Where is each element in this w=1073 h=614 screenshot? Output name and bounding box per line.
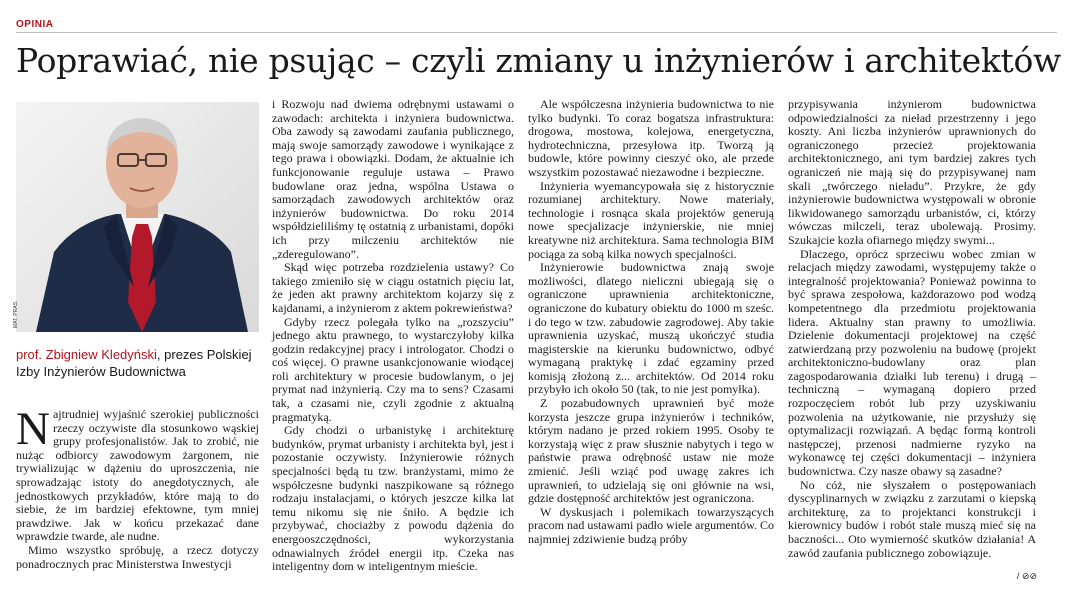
header-rule [16, 32, 1057, 33]
article-column-1 [16, 403, 259, 571]
paragraph: No cóż, nie słyszałem o postępowaniach dyscyplinarnych w związku z zarzutami o kiepską architekturę, za to projektanci konstrukcji i kierownicy budów i robót stale muszą mieć się na baczności... Oto wymierność skutków działania! A zawód zaufania publicznego zobowiązuje. [788, 477, 1036, 560]
article-column-2 [272, 98, 514, 574]
paragraph: Ale współczesna inżynieria budownictwa to nie tylko budynki. To coraz bogatsza infrastruktura: drogowa, mostowa, kolejowa, energetyczna, hydrotechniczna, przesyłowa itp. Tworzą ją budowle, które powinny cieszyć oko, ale przede wszystkim pozostawać niezawodne i bezpieczne. [528, 97, 774, 179]
headline: Poprawiać, nie psując – czyli zmiany u inżynierów i architektów [16, 41, 1061, 80]
paragraph: ajtrudniej wyjaśnić szerokiej publiczności rzeczy oczywiste dla stosunkowo wąskiej grupy profesjonalistów. Jak to zrobić, nie nużąc odbiorcy zawodowym żargonem, nie trywializując w dążeniu do uproszczenia, nie sprowadzając istoty do anegdotycznych, ale jednostkowych przykładów, które mają to do siebie, że im bardziej efektowne, tym mniej prawdziwe. Jak w końcu przekazać dane wprawdzie twarde, ale nudne. [16, 407, 259, 544]
paragraph: Z pozabudownych uprawnień być może korzysta jeszcze grupa inżynierów i techników, którym nadano je przed rokiem 1995. Osoby te korzystają więc z praw słusznie nabytych i tego w państwie prawa odrębność ustaw nie może zmienić. Jeśli wziąć pod uwagę zakres ich uprawnień, to udzielają się oni głównie na wsi, gdzie dostępność architektów jest ograniczona. [528, 396, 774, 506]
photo-credit: MAT. PRAS. [13, 300, 19, 328]
paragraph: i Rozwoju nad dwiema odrębnymi ustawami o zawodach: architekta i inżyniera budownictwa. Oba zawody są zawodami zaufania publicznego, mają swoje samorządy zawodowe i wynikające z tego prawa i obowiązki. Dodam, że aktualnie ich funkcjonowanie reguluje ustawa – Prawo budowlane oraz jedna, wspólna Ustawa o samorządach zawodowych architektów oraz inżynierów budownictwa. Do roku 2014 współdzieliliśmy tę ostatnią z urbanistami, dopóki ich przy milczeniu architektów nie „zderegulowano”. [272, 97, 514, 261]
paragraph: Gdy chodzi o urbanistykę i architekturę budynków, prymat urbanisty i architekta był, jest i pozostanie oczywisty. Inżynierowie różnych specjalności będą tu tzw. branżystami, mimo że współczesne budynki naszpikowane są różnego rodzaju instalacjami, o których jeszcze kilka lat temu nikomu się nie śniło. A będzie ich przybywać, chociażby z powodu dążenia do energooszczędności, wykorzystania odnawialnych źródeł energii itp. Czeka nas inteligentny dom w inteligentnym mieście. [272, 423, 514, 574]
article-column-3 [528, 98, 774, 547]
article-column-4 [788, 98, 1036, 560]
paragraph: Inżynieria wyemancypowała się z historycznie rozumianej architektury. Nowe materiały, technologie i rosnąca skala projektów generują nowe specjalizacje inżynierskie, nie mniej kreatywne niż architektura. Sama technologia BIM pociąga za sobą kilka nowych specjalności. [528, 178, 774, 261]
section-label: OPINIA [16, 19, 54, 30]
paragraph: Inżynierowie budownictwa znają swoje możliwości, dlatego nieliczni ubiegają się o ograniczone uprawnienia architektoniczne, ograniczone do kubatury obiektu do 1000 m sześc. i do tego w tzw. zabudowie zagrodowej. Aby takie uprawnienia uzyskać, muszą ukończyć studia magisterskie na kierunku budownictwo, odbyć wymaganą praktykę i zdać egzaminy przed komisją złożoną z... architektów. Od 2014 roku przybyło ich około 50 (tak, to nie jest pomyłka). [528, 260, 774, 397]
paragraph: Dlaczego, oprócz sprzeciwu wobec zmian w relacjach między zawodami, występujemy także o integralność projektowania? Ponieważ powinna to być sprawa zespołowa, każdorazowo pod wodzą kompetentnego dla przedmiotu projektowania lidera. Aktualny stan prawny to umożliwia. Dzielenie dokumentacji projektowej na część zatwierdzaną przy pozwoleniu na budowę (projekt architektoniczno-budowlany oraz plan zagospodarowania działki lub terenu) i drugą – techniczną – wymaganą dopiero przed rozpoczęciem robót lub przy uzyskiwaniu pozwolenia na użytkowanie, nie przysłuży się optymalizacji rozwiązań. A będąc formą kontroli następczej, przenosi nadmierne ryzyko na wykonawcę tej części dokumentacji – inżyniera budownictwa. Czy nasze obawy są zasadne? [788, 246, 1036, 479]
author-role: , prezes Polskiej Izby Inżynierów Budownictwa [16, 347, 252, 379]
paragraph: Mimo wszystko spróbuję, a rzecz dotyczy ponadrocznych prac Ministerstwa Inwestycji [16, 542, 259, 571]
paragraph: przypisywania inżynierom budownictwa odpowiedzialności za nieład przestrzenny i jego koszty. Ani liczba inżynierów uprawnionych do ograniczonego przecież projektowania architektonicznego, ani tym bardziej zakres tych ograniczeń nie mają się do przypisywanej nam skali „twórczego nieładu”. Przykre, że gdy inżynierowie budownictwa występowali w obronie likwidowanego samorządu urbanistów, ci, którzy wówczas milczeli, teraz ubolewają. Prosimy. Szukajcie kozła ofiarnego między swymi... [788, 97, 1036, 247]
article-end-mark: / ⊘⊘ [1016, 571, 1037, 581]
paragraph: Gdyby rzecz polegała tylko na „rozszyciu” jednego aktu prawnego, to wystarczyłoby kilka godzin redakcyjnej pracy i intrologator. Chodzi o coś więcej. O prawne usankcjonowanie wiodącej roli architektury w procesie budowlanym, o jej prymat nad inżynierią. Czy ma to sens? Czasami tak, a czasami nie, czyli zgodnie z aktualną pragmatyką. [272, 314, 514, 424]
paragraph: Skąd więc potrzeba rozdzielenia ustawy? Co takiego zmieniło się w ciągu ostatnich pięciu lat, że jeden akt prawny architektom kojarzy się z kajdanami, a inżynierom z aktem pokrewieństwa? [272, 260, 514, 315]
author-name: prof. Zbigniew Kledyński [16, 347, 157, 362]
photo-caption [16, 346, 261, 380]
paragraph: W dyskusjach i polemikach towarzyszących pracom nad ustawami padło wiele argumentów. Co najmniej zdziwienie budzą próby [528, 504, 774, 546]
author-photo [13, 102, 259, 332]
dropcap: N [16, 403, 50, 455]
portrait-illustration [16, 102, 259, 332]
